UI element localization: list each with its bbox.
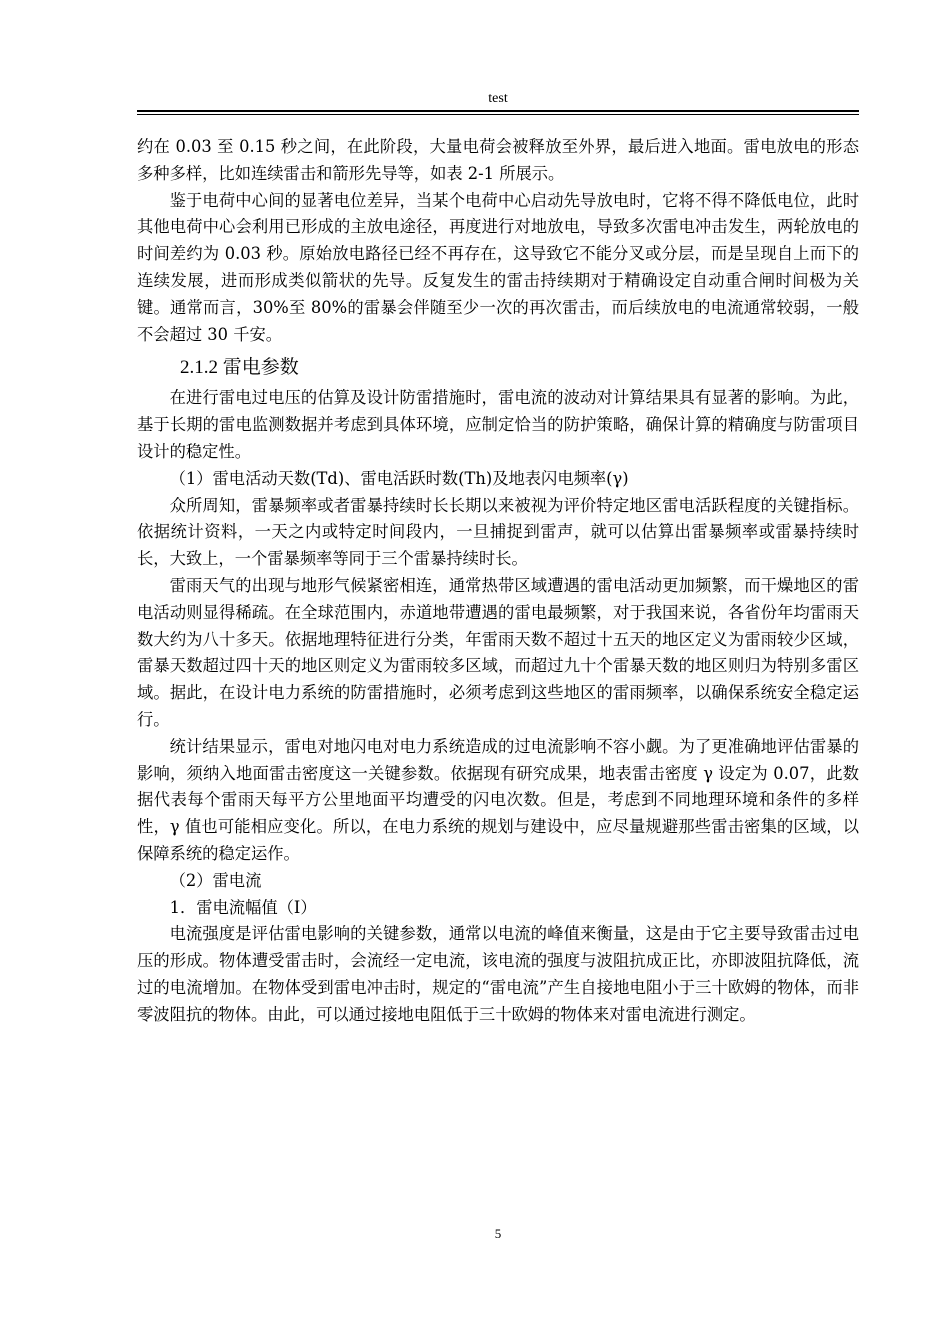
section-heading: 2.1.2 雷电参数 [180,357,299,379]
paragraph-intro: 在进行雷电过电压的估算及设计防雷措施时，雷电流的波动对计算结果具有显著的影响。为此，基于长期的雷电监测数据并考虑到具体环境，应制定恰当的防护策略，确保计算的精确度与防雷项目设计的稳定性。 [137,388,859,461]
paragraph-current-amplitude: 电流强度是评估雷电影响的关键参数，通常以电流的峰值来衡量，这是由于它主要导致雷击过电压的形成。物体遭受雷击时，会流经一定电流，该电流的强度与波阻抗成正比，亦即波阻抗降低，流过的电流增加。在物体受到雷电冲击时，规定的“雷电流”产生自接地电阻小于三十欧姆的物体，而非零波阻抗的物体。由此，可以通过接地电阻低于三十欧姆的物体来对雷电流进行测定。 [137,924,859,1024]
document-body [137,134,859,1029]
subheading-current-amplitude: 1．雷电流幅值（I） [169,897,317,917]
running-header: test [488,91,508,106]
header-rule-thick [137,110,859,112]
page-number: 5 [494,1226,502,1241]
paragraph-continuation: 约在 0.03 至 0.15 秒之间，在此阶段，大量电荷会被释放至外界，最后进入地面。雷电放电的形态多种多样，比如连续雷击和箭形先导等，如表 2-1 所展示。 [137,137,859,183]
subheading-thunderstorm-days: （1）雷电活动天数(Td)、雷电活跃时数(Th)及地表闪电频率(γ) [169,468,629,488]
paragraph-thunderstorm-frequency: 众所周知，雷暴频率或者雷暴持续时长长期以来被视为评价特定地区雷电活跃程度的关键指标。依据统计资料，一天之内或特定时间段内，一旦捕捉到雷声，就可以估算出雷暴频率或雷暴持续时长，大致上，一个雷暴频率等同于三个雷暴持续时长。 [137,495,859,569]
subheading-lightning-current: （2）雷电流 [169,870,262,890]
header-rule-thin [137,114,859,115]
paragraph-strike-density: 统计结果显示，雷电对地闪电对电力系统造成的过电流影响不容小觑。为了更准确地评估雷暴的影响，须纳入地面雷击密度这一关键参数。依据现有研究成果，地表雷击密度 γ 设定为 0.07，此数据代表每个雷雨天每平方公里地面平均遭受的闪电次数。但是，考虑到不同地理环境和条件的多样性，γ 值也可能相应变化。所以，在电力系统的规划与建设中，应尽量规避那些雷击密集的区域，以保障系统的稳定运作。 [137,736,859,863]
paragraph-multiple-strikes: 鉴于电荷中心间的显著电位差异，当某个电荷中心启动先导放电时，它将不得不降低电位，此时其他电荷中心会利用已形成的主放电途径，再度进行对地放电，导致多次雷电冲击发生，两轮放电的时间差约为 0.03 秒。原始放电路径已经不再存在，这导致它不能分叉或分层，而是呈现自上而下的连续发展，进而形成类似箭状的先导。反复发生的雷击持续期对于精确设定自动重合闸时间极为关键。通常而言，30%至 80%的雷暴会伴随至少一次的再次雷击，而后续放电的电流通常较弱，一般不会超过 30 千安。 [137,190,859,344]
paragraph-regional-classification: 雷雨天气的出现与地形气候紧密相连，通常热带区域遭遇的雷电活动更加频繁，而干燥地区的雷电活动则显得稀疏。在全球范围内，赤道地带遭遇的雷电最频繁，对于我国来说，各省份年均雷雨天数大约为八十多天。依据地理特征进行分类，年雷雨天数不超过十五天的地区定义为雷雨较少区域，雷暴天数超过四十天的地区则定义为雷雨较多区域，而超过九十个雷暴天数的地区则归为特别多雷区域。据此，在设计电力系统的防雷措施时，必须考虑到这些地区的雷雨频率，以确保系统安全稳定运行。 [137,575,859,729]
